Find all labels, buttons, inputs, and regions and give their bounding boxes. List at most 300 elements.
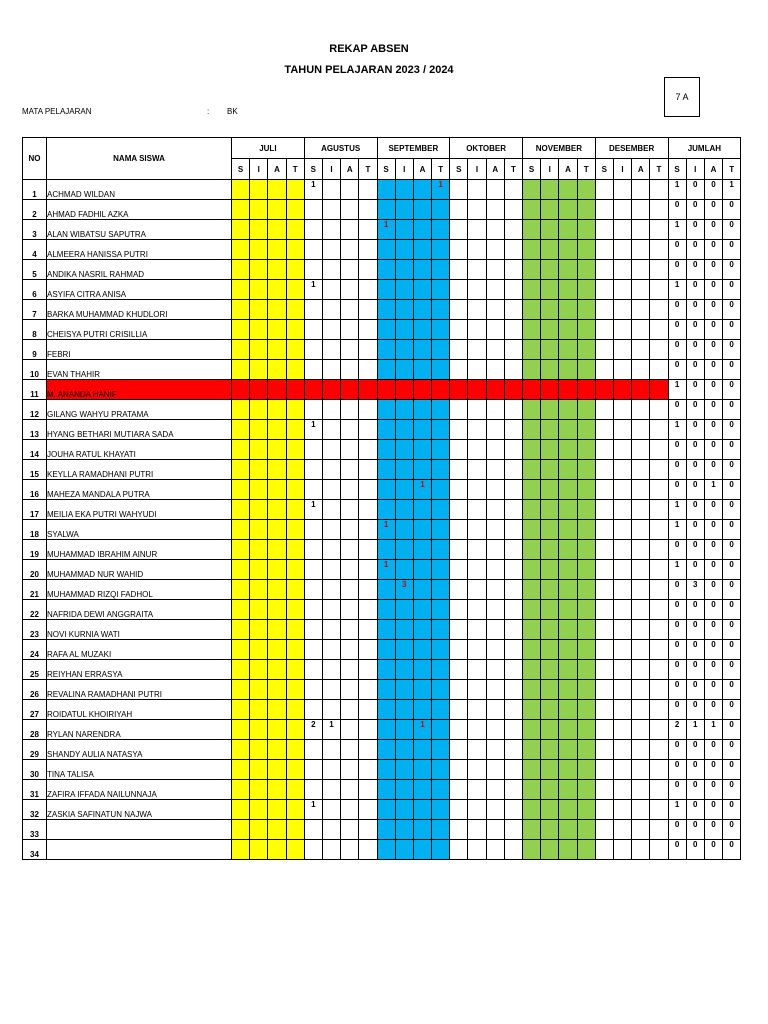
- attendance-cell: [377, 320, 395, 340]
- total-cell: 0: [668, 260, 686, 280]
- attendance-cell: [413, 340, 431, 360]
- total-cell: 0: [723, 560, 741, 580]
- attendance-cell: [413, 360, 431, 380]
- attendance-cell: [322, 700, 340, 720]
- attendance-cell: [286, 820, 304, 840]
- attendance-cell: [232, 240, 250, 260]
- total-cell: 0: [686, 640, 704, 660]
- attendance-cell: [432, 600, 450, 620]
- attendance-cell: [377, 360, 395, 380]
- attendance-cell: [322, 240, 340, 260]
- attendance-cell: [468, 480, 486, 500]
- total-cell: 0: [686, 540, 704, 560]
- attendance-cell: [322, 280, 340, 300]
- row-number: 19: [23, 540, 47, 560]
- attendance-cell: [632, 580, 650, 600]
- attendance-cell: [559, 320, 577, 340]
- attendance-cell: [523, 720, 541, 740]
- attendance-cell: [341, 560, 359, 580]
- row-number: 22: [23, 600, 47, 620]
- attendance-cell: [559, 440, 577, 460]
- attendance-cell: [232, 400, 250, 420]
- attendance-cell: [486, 780, 504, 800]
- attendance-cell: [268, 180, 286, 200]
- attendance-cell: [613, 640, 631, 660]
- attendance-cell: [432, 720, 450, 740]
- attendance-cell: [595, 300, 613, 320]
- attendance-cell: [613, 840, 631, 860]
- attendance-cell: [468, 740, 486, 760]
- attendance-cell: [523, 440, 541, 460]
- attendance-cell: [286, 320, 304, 340]
- attendance-cell: [304, 400, 322, 420]
- total-cell: 0: [704, 700, 722, 720]
- attendance-cell: [250, 680, 268, 700]
- total-cell: 0: [723, 600, 741, 620]
- attendance-cell: [650, 540, 668, 560]
- attendance-cell: [250, 840, 268, 860]
- attendance-cell: [341, 740, 359, 760]
- attendance-cell: [559, 520, 577, 540]
- attendance-cell: [395, 520, 413, 540]
- attendance-cell: [613, 260, 631, 280]
- attendance-cell: 1: [432, 180, 450, 200]
- attendance-cell: [559, 340, 577, 360]
- attendance-cell: [413, 620, 431, 640]
- attendance-cell: [486, 200, 504, 220]
- attendance-cell: [232, 320, 250, 340]
- total-cell: 0: [723, 440, 741, 460]
- attendance-cell: [577, 360, 595, 380]
- attendance-cell: [468, 580, 486, 600]
- attendance-cell: [632, 820, 650, 840]
- month-header-juli: JULI: [232, 138, 305, 159]
- attendance-cell: [286, 240, 304, 260]
- total-cell: 0: [686, 780, 704, 800]
- total-cell: 0: [668, 700, 686, 720]
- table-row: [23, 480, 741, 500]
- attendance-cell: [359, 820, 377, 840]
- student-name: ANDIKA NASRIL RAHMAD: [47, 260, 232, 280]
- table-row: [23, 560, 741, 580]
- table-row: [23, 700, 741, 720]
- attendance-cell: [541, 760, 559, 780]
- attendance-cell: [559, 360, 577, 380]
- attendance-cell: [286, 480, 304, 500]
- attendance-cell: [377, 720, 395, 740]
- attendance-cell: [286, 500, 304, 520]
- total-cell: 1: [668, 380, 686, 400]
- attendance-cell: [468, 280, 486, 300]
- attendance-cell: [377, 380, 395, 400]
- attendance-cell: [504, 200, 522, 220]
- subject-label: MATA PELAJARAN: [22, 107, 92, 116]
- total-cell: 1: [686, 720, 704, 740]
- attendance-cell: [650, 440, 668, 460]
- attendance-cell: [468, 240, 486, 260]
- attendance-cell: 1: [377, 520, 395, 540]
- attendance-cell: [486, 420, 504, 440]
- attendance-cell: [268, 540, 286, 560]
- attendance-cell: [413, 700, 431, 720]
- attendance-cell: [304, 240, 322, 260]
- attendance-cell: [341, 200, 359, 220]
- attendance-cell: [377, 600, 395, 620]
- attendance-cell: [650, 380, 668, 400]
- attendance-cell: [268, 220, 286, 240]
- attendance-cell: [595, 700, 613, 720]
- row-number: 31: [23, 780, 47, 800]
- attendance-cell: [359, 580, 377, 600]
- attendance-cell: [304, 840, 322, 860]
- total-cell: 0: [686, 320, 704, 340]
- attendance-cell: [432, 800, 450, 820]
- sub-header: I: [395, 159, 413, 180]
- attendance-cell: [395, 480, 413, 500]
- attendance-cell: [486, 820, 504, 840]
- attendance-cell: [413, 300, 431, 320]
- total-cell: 0: [686, 240, 704, 260]
- attendance-cell: [559, 660, 577, 680]
- total-cell: 1: [668, 420, 686, 440]
- attendance-cell: [559, 700, 577, 720]
- attendance-cell: [613, 800, 631, 820]
- attendance-cell: [486, 260, 504, 280]
- attendance-cell: [541, 680, 559, 700]
- attendance-cell: [559, 720, 577, 740]
- attendance-cell: [232, 480, 250, 500]
- attendance-cell: [486, 600, 504, 620]
- total-cell: 0: [723, 640, 741, 660]
- attendance-cell: [377, 580, 395, 600]
- attendance-cell: [450, 360, 468, 380]
- attendance-cell: [413, 780, 431, 800]
- attendance-cell: [559, 500, 577, 520]
- total-cell: 1: [723, 180, 741, 200]
- attendance-cell: [413, 200, 431, 220]
- attendance-cell: [504, 540, 522, 560]
- student-name: MUHAMMAD IBRAHIM AINUR: [47, 540, 232, 560]
- student-name: BARKA MUHAMMAD KHUDLORI: [47, 300, 232, 320]
- attendance-cell: [559, 540, 577, 560]
- attendance-cell: [250, 500, 268, 520]
- attendance-cell: [468, 540, 486, 560]
- attendance-cell: [395, 780, 413, 800]
- total-cell: 0: [704, 260, 722, 280]
- row-number: 4: [23, 240, 47, 260]
- attendance-cell: [413, 500, 431, 520]
- attendance-cell: [359, 780, 377, 800]
- attendance-cell: [359, 360, 377, 380]
- attendance-cell: [341, 320, 359, 340]
- attendance-cell: [541, 340, 559, 360]
- attendance-cell: [286, 460, 304, 480]
- total-cell: 3: [686, 580, 704, 600]
- attendance-cell: [450, 440, 468, 460]
- attendance-cell: [541, 620, 559, 640]
- attendance-cell: [432, 360, 450, 380]
- attendance-cell: [377, 260, 395, 280]
- student-name: ALAN WIBATSU SAPUTRA: [47, 220, 232, 240]
- attendance-cell: [613, 660, 631, 680]
- attendance-cell: [450, 460, 468, 480]
- attendance-cell: [632, 700, 650, 720]
- attendance-cell: [577, 700, 595, 720]
- attendance-cell: [432, 540, 450, 560]
- row-number: 9: [23, 340, 47, 360]
- attendance-cell: [559, 200, 577, 220]
- table-row: [23, 220, 741, 240]
- attendance-cell: [286, 600, 304, 620]
- attendance-cell: [613, 680, 631, 700]
- attendance-cell: [304, 540, 322, 560]
- attendance-cell: [413, 660, 431, 680]
- attendance-cell: [595, 600, 613, 620]
- attendance-cell: [413, 260, 431, 280]
- attendance-cell: [359, 680, 377, 700]
- attendance-cell: [268, 800, 286, 820]
- attendance-cell: [413, 580, 431, 600]
- total-cell: 0: [686, 220, 704, 240]
- attendance-cell: [268, 200, 286, 220]
- total-header: JUMLAH: [668, 138, 741, 159]
- attendance-cell: [322, 560, 340, 580]
- attendance-cell: [268, 580, 286, 600]
- total-cell: 0: [723, 480, 741, 500]
- attendance-cell: [541, 700, 559, 720]
- attendance-cell: [613, 600, 631, 620]
- attendance-cell: [413, 800, 431, 820]
- attendance-cell: [559, 620, 577, 640]
- report-title: REKAP ABSEN: [329, 43, 409, 55]
- attendance-cell: [286, 400, 304, 420]
- attendance-cell: [268, 360, 286, 380]
- student-name: ROIDATUL KHOIRIYAH: [47, 700, 232, 720]
- attendance-cell: [450, 280, 468, 300]
- attendance-cell: [450, 400, 468, 420]
- attendance-cell: [486, 360, 504, 380]
- attendance-cell: [468, 180, 486, 200]
- attendance-cell: [559, 560, 577, 580]
- attendance-cell: [650, 280, 668, 300]
- attendance-cell: [250, 780, 268, 800]
- attendance-cell: [541, 200, 559, 220]
- student-name: REIYHAN ERRASYA: [47, 660, 232, 680]
- attendance-cell: [232, 380, 250, 400]
- attendance-cell: [432, 380, 450, 400]
- attendance-cell: [413, 280, 431, 300]
- attendance-cell: [559, 180, 577, 200]
- student-name: AHMAD FADHIL AZKA: [47, 200, 232, 220]
- attendance-cell: [595, 280, 613, 300]
- attendance-cell: [468, 220, 486, 240]
- attendance-cell: [359, 540, 377, 560]
- attendance-cell: [650, 800, 668, 820]
- attendance-cell: [468, 260, 486, 280]
- attendance-cell: [268, 460, 286, 480]
- attendance-cell: [377, 800, 395, 820]
- attendance-cell: [541, 560, 559, 580]
- attendance-cell: [395, 220, 413, 240]
- attendance-cell: [523, 260, 541, 280]
- table-row: [23, 620, 741, 640]
- total-cell: 0: [723, 680, 741, 700]
- attendance-cell: [486, 620, 504, 640]
- sub-header: T: [577, 159, 595, 180]
- attendance-cell: [359, 520, 377, 540]
- row-number: 25: [23, 660, 47, 680]
- attendance-cell: [359, 720, 377, 740]
- attendance-cell: [504, 380, 522, 400]
- attendance-cell: [577, 820, 595, 840]
- attendance-cell: [577, 600, 595, 620]
- sub-header: T: [286, 159, 304, 180]
- attendance-cell: [559, 400, 577, 420]
- attendance-cell: [395, 700, 413, 720]
- attendance-cell: [322, 620, 340, 640]
- attendance-cell: [468, 660, 486, 680]
- table-row: [23, 520, 741, 540]
- attendance-cell: [232, 360, 250, 380]
- attendance-cell: [286, 620, 304, 640]
- attendance-cell: [250, 580, 268, 600]
- attendance-cell: [468, 300, 486, 320]
- total-cell: 0: [668, 600, 686, 620]
- row-number: 28: [23, 720, 47, 740]
- attendance-cell: [395, 460, 413, 480]
- attendance-cell: [504, 620, 522, 640]
- attendance-cell: [632, 360, 650, 380]
- total-cell: 0: [686, 600, 704, 620]
- attendance-cell: [523, 640, 541, 660]
- attendance-cell: [595, 820, 613, 840]
- attendance-cell: [250, 740, 268, 760]
- total-cell: 0: [668, 780, 686, 800]
- attendance-cell: [395, 200, 413, 220]
- attendance-cell: [523, 740, 541, 760]
- attendance-cell: [377, 760, 395, 780]
- attendance-cell: [650, 260, 668, 280]
- attendance-cell: [322, 600, 340, 620]
- attendance-cell: [304, 740, 322, 760]
- attendance-cell: [650, 820, 668, 840]
- attendance-cell: [250, 340, 268, 360]
- attendance-cell: [595, 240, 613, 260]
- attendance-cell: [504, 300, 522, 320]
- attendance-cell: [450, 180, 468, 200]
- attendance-cell: [359, 800, 377, 820]
- total-cell: 0: [686, 520, 704, 540]
- attendance-cell: [541, 840, 559, 860]
- attendance-cell: [504, 260, 522, 280]
- total-cell: 0: [668, 640, 686, 660]
- total-cell: 0: [704, 400, 722, 420]
- attendance-cell: [613, 620, 631, 640]
- table-row: [23, 800, 741, 820]
- attendance-cell: 1: [304, 280, 322, 300]
- attendance-cell: [268, 280, 286, 300]
- attendance-cell: [395, 540, 413, 560]
- attendance-cell: [632, 180, 650, 200]
- attendance-cell: [341, 340, 359, 360]
- attendance-cell: [268, 620, 286, 640]
- attendance-cell: [232, 560, 250, 580]
- total-cell: 0: [723, 260, 741, 280]
- attendance-cell: [595, 660, 613, 680]
- attendance-cell: [504, 280, 522, 300]
- attendance-cell: [504, 660, 522, 680]
- attendance-cell: [632, 520, 650, 540]
- attendance-cell: [559, 780, 577, 800]
- total-cell: 0: [723, 200, 741, 220]
- attendance-cell: [304, 780, 322, 800]
- attendance-cell: [523, 360, 541, 380]
- attendance-cell: [504, 460, 522, 480]
- attendance-cell: [268, 640, 286, 660]
- student-name: KEYLLA RAMADHANI PUTRI: [47, 460, 232, 480]
- attendance-cell: [559, 760, 577, 780]
- attendance-cell: [650, 320, 668, 340]
- attendance-cell: [286, 360, 304, 380]
- attendance-cell: [322, 640, 340, 660]
- attendance-cell: [504, 180, 522, 200]
- student-name: ALMEERA HANISSA PUTRI: [47, 240, 232, 260]
- month-header-desember: DESEMBER: [595, 138, 668, 159]
- attendance-cell: [450, 420, 468, 440]
- attendance-cell: [232, 800, 250, 820]
- attendance-cell: [304, 360, 322, 380]
- attendance-cell: [632, 440, 650, 460]
- attendance-cell: [268, 840, 286, 860]
- attendance-cell: [486, 520, 504, 540]
- attendance-cell: [268, 400, 286, 420]
- attendance-cell: [504, 740, 522, 760]
- total-cell: 0: [704, 220, 722, 240]
- attendance-cell: [632, 400, 650, 420]
- attendance-cell: [468, 680, 486, 700]
- attendance-cell: [286, 780, 304, 800]
- attendance-cell: [322, 360, 340, 380]
- total-cell: 0: [704, 240, 722, 260]
- attendance-cell: [468, 600, 486, 620]
- attendance-cell: [577, 180, 595, 200]
- attendance-cell: [377, 480, 395, 500]
- sub-header: I: [322, 159, 340, 180]
- attendance-cell: [650, 300, 668, 320]
- attendance-cell: [613, 500, 631, 520]
- attendance-cell: [377, 700, 395, 720]
- attendance-cell: [486, 340, 504, 360]
- attendance-cell: [504, 320, 522, 340]
- attendance-cell: [486, 700, 504, 720]
- sub-header: S: [232, 159, 250, 180]
- attendance-cell: [268, 500, 286, 520]
- attendance-cell: [523, 840, 541, 860]
- attendance-cell: [486, 740, 504, 760]
- total-cell: 0: [704, 500, 722, 520]
- attendance-cell: [450, 320, 468, 340]
- attendance-cell: [359, 840, 377, 860]
- attendance-cell: [413, 240, 431, 260]
- attendance-cell: [468, 560, 486, 580]
- attendance-cell: [577, 480, 595, 500]
- attendance-cell: 1: [322, 720, 340, 740]
- attendance-cell: [432, 780, 450, 800]
- row-number: 16: [23, 480, 47, 500]
- attendance-cell: [395, 240, 413, 260]
- table-row: [23, 420, 741, 440]
- student-name: HYANG BETHARI MUTIARA SADA: [47, 420, 232, 440]
